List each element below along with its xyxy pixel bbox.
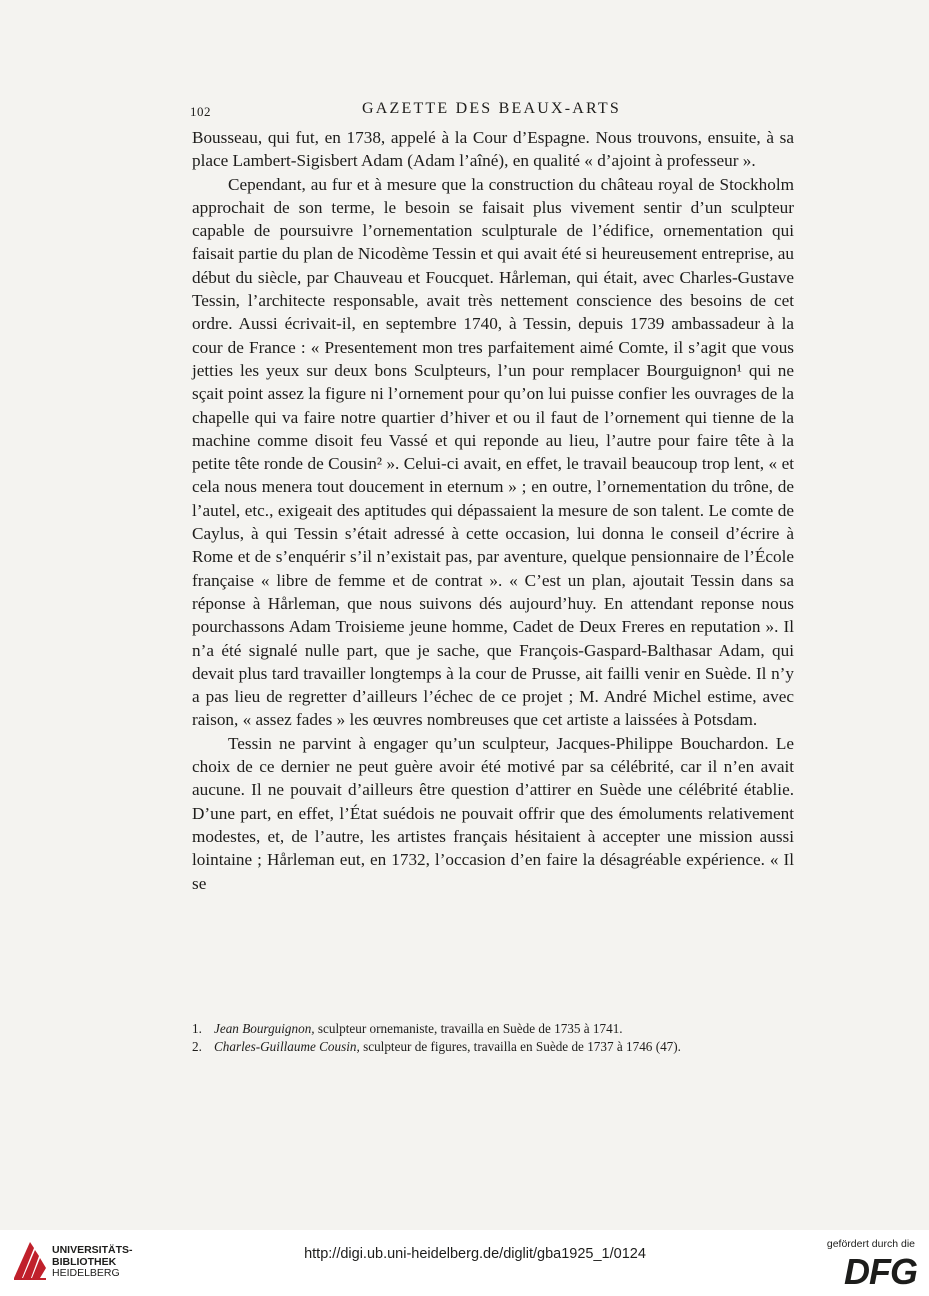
library-name-line: BIBLIOTHEK bbox=[52, 1255, 117, 1268]
library-name-line: HEIDELBERG bbox=[52, 1267, 120, 1279]
footnote-2 bbox=[192, 1038, 794, 1056]
paragraph-2: Cependant, au fur et à mesure que la construction du château royal de Stockholm approchait de son terme, le besoin se faisait plus vivement sentir d’un sculpteur capable de poursuivre l’ornementation sculpturale de l’édifice, ornementation qui faisait partie du plan de Nicodème Tessin et qui avait été si heureusement entreprise, au début du siècle, par Chauveau et Foucquet. Hårleman, qui était, avec Charles-Gustave Tessin, l’architecte responsable, avait très nettement conscience des besoins de cet ordre. Aussi écrivait-il, en septembre 1740, à Tessin, depuis 1739 ambassadeur à la cour de France : « Presentement mon tres parfaitement aimé Comte, il s’agit que vous jetties les yeux sur deux bons Sculpteurs, l’un pour remplacer Bourguignon¹ qui ne sçait point assez la figure ni l’ornement pour qu’on lui puisse confier les ouvrages de la chapelle qui va faire notre quartier d’hiver et ou il faut de l’ornement qui tienne de la machine comme disoit feu Vassé et qui reponde au lieu, l’autre pour faire tête à la petite tête ronde de Cousin² ». Celui-ci avait, en effet, le travail beaucoup trop lent, « et cela nous menera tout doucement in eternum » ; en outre, l’ornementation du trône, de l’autel, etc., exigeait des aptitudes qui dépassaient la mesure de son talent. Le comte de Caylus, à qui Tessin s’était adressé à cette occasion, lui donna le conseil d’écrire à Rome et de s’enquérir s’il n’existait pas, par aventure, quelque pensionnaire de l’École française « libre de femme et de contrat ». « C’est un plan, ajoutait Tessin dans sa réponse à Hårleman, que nous suivons dés aujourd’huy. En attendant reponse nous pourchassons Adam Troisieme jeune homme, Cadet de Deux Freres en reputation ». Il n’a été signalé nulle part, que je sache, que François-Gaspard-Balthasar Adam, qui devait plus tard travailler longtemps à la cour de Prusse, ait failli venir en Suède. Il n’y a pas lieu de regretter d’ailleurs l’échec de ce projet ; M. André Michel estime, avec raison, « assez fades » les œuvres nombreuses que cet artiste a laissées à Potsdam. bbox=[192, 174, 794, 730]
paragraph-3: Tessin ne parvint à engager qu’un sculpteur, Jacques-Philippe Bouchardon. Le choix de ce dernier ne peut guère avoir été motivé par sa célébrité, car il n’en avait aucune. Il ne pouvait d’ailleurs être question d’attirer en Suède une célébrité établie. D’une part, en effet, l’État suédois ne pouvait offrir que des émoluments relativement modestes, et, de l’autre, les artistes français hésitaient à accepter une mission aussi lointaine ; Hårleman eut, en 1732, l’occasion d’en faire la désagréable expérience. « Il se bbox=[192, 733, 794, 893]
university-library-heidelberg-logo-icon bbox=[10, 1238, 50, 1282]
dfg-logo: DFG bbox=[844, 1251, 917, 1292]
footnote-1 bbox=[192, 1020, 794, 1038]
journal-title: GAZETTE DES BEAUX-ARTS bbox=[362, 100, 621, 117]
footnote-number: 2. bbox=[192, 1038, 202, 1054]
paragraph-1: Bousseau, qui fut, en 1738, appelé à la Cour d’Espagne. Nous trouvons, ensuite, à sa place Lambert-Sigisbert Adam (Adam l’aîné), en qualité « d’ajoint à professeur ». bbox=[192, 128, 794, 171]
footnotes bbox=[192, 1020, 794, 1055]
funding-label: gefördert durch die bbox=[826, 1238, 915, 1250]
library-name-line: UNIVERSITÄTS- bbox=[52, 1244, 133, 1256]
footnote-text: sculpteur de figures, travailla en Suède de 1737 à 1746 (47). bbox=[359, 1038, 681, 1054]
library-name bbox=[52, 1245, 133, 1280]
body-text bbox=[192, 126, 794, 895]
page-number: 102 bbox=[190, 104, 211, 119]
footnote-name: Charles-Guillaume Cousin, bbox=[214, 1038, 360, 1054]
running-head bbox=[190, 100, 792, 122]
footnote-number: 1. bbox=[192, 1021, 202, 1036]
footnote-name: Jean Bourguignon, bbox=[214, 1021, 315, 1036]
permalink-url[interactable]: http://digi.ub.uni-heidelberg.de/diglit/gba1925_1/0124 bbox=[304, 1246, 646, 1262]
viewer-footer bbox=[0, 1230, 929, 1296]
footnote-text: sculpteur ornemaniste, travailla en Suède de 1735 à 1741. bbox=[314, 1021, 623, 1036]
